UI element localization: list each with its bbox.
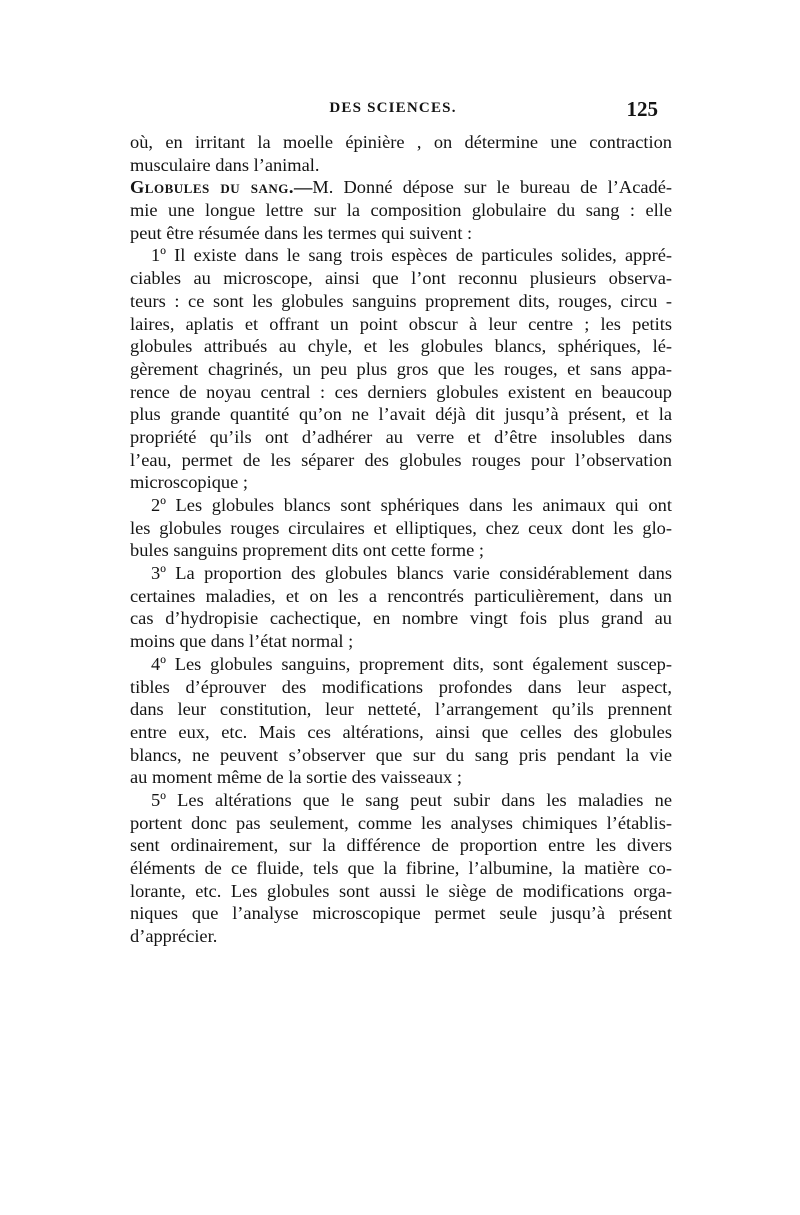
text-line: plus grande quantité qu’on ne l’avait déjà dit jusqu’à présent, et la — [130, 404, 672, 425]
text-line: teurs : ce sont les globules sanguins proprement dits, rouges, circu - — [130, 290, 672, 311]
text-line: sent ordinairement, sur la différence de proportion entre les divers — [130, 835, 672, 856]
text-line: peut être résumée dans les termes qui suivent : — [130, 222, 473, 243]
page-number: 125 — [626, 97, 658, 121]
text-line: musculaire dans l’animal. — [130, 154, 320, 175]
text-line: 2º Les globules blancs sont sphériques dans les animaux qui ont — [151, 495, 672, 515]
text-line: niques que l’analyse microscopique permet seule jusqu’à présent — [130, 903, 672, 924]
text-line: gèrement chagrinés, un peu plus gros que les rouges, et sans appa- — [130, 358, 672, 379]
body-text — [130, 131, 672, 948]
text-line: les globules rouges circulaires et elliptiques, chez ceux dont les glo- — [130, 517, 672, 538]
text-line: certaines maladies, et on les a rencontrés particulièrement, dans un — [130, 585, 672, 606]
running-head: DES SCIENCES. — [329, 100, 457, 116]
text-line: globules attribués au chyle, et les globules blancs, sphériques, lé- — [130, 336, 672, 357]
text-line: portent donc pas seulement, comme les analyses chimiques l’établis- — [130, 812, 672, 833]
text-line: lorante, etc. Les globules sont aussi le siège de modifications orga- — [130, 880, 672, 901]
text-line: blancs, ne peuvent s’observer que sur du sang pris pendant la vie — [130, 744, 672, 765]
text-line: tibles d’éprouver des modifications profondes dans leur aspect, — [130, 676, 672, 697]
text-line: propriété qu’ils ont d’adhérer au verre et d’être insolubles dans — [130, 426, 672, 447]
text-line: mie une longue lettre sur la composition globulaire du sang : elle — [130, 200, 672, 221]
text-line: microscopique ; — [130, 472, 248, 493]
text-line: bules sanguins proprement dits ont cette forme ; — [130, 540, 484, 561]
text-line: entre eux, etc. Mais ces altérations, ainsi que celles des globules — [130, 721, 672, 742]
text-line: ciables au microscope, ainsi que l’ont reconnu plusieurs observa- — [130, 268, 672, 289]
section-heading-line — [130, 176, 672, 199]
text-line: moins que dans l’état normal ; — [130, 631, 354, 652]
section-heading: Globules du sang. — [130, 177, 295, 198]
text-line: rence de noyau central : ces derniers globules existent en beaucoup — [130, 381, 672, 402]
text-line: 1º Il existe dans le sang trois espèces de particules solides, appré- — [151, 245, 672, 266]
text-line: éléments de ce fluide, tels que la fibrine, l’albumine, la matière co- — [130, 858, 672, 878]
text-line: au moment même de la sortie des vaisseaux ; — [130, 767, 462, 788]
text-line: cas d’hydropisie cachectique, en nombre vingt fois plus grand au — [130, 608, 672, 629]
text-line: dans leur constitution, leur netteté, l’arrangement qu’ils prennent — [130, 699, 672, 720]
em-dash: — — [294, 177, 313, 198]
text-line: 4º Les globules sanguins, proprement dits, sont également suscep- — [151, 653, 672, 674]
text-run: M. Donné dépose sur le bureau de l’Acadé- — [312, 177, 672, 198]
text-line: l’eau, permet de les séparer des globules rouges pour l’observation — [130, 449, 672, 470]
page-header — [128, 97, 658, 126]
text-line: où, en irritant la moelle épinière , on détermine une contraction — [130, 132, 672, 152]
text-line: 3º La proportion des globules blancs varie considérablement dans — [151, 563, 672, 584]
text-line: d’apprécier. — [130, 926, 218, 947]
text-line: 5º Les altérations que le sang peut subir dans les maladies ne — [151, 789, 672, 810]
text-line: laires, aplatis et offrant un point obscur à leur centre ; les petits — [130, 313, 672, 334]
